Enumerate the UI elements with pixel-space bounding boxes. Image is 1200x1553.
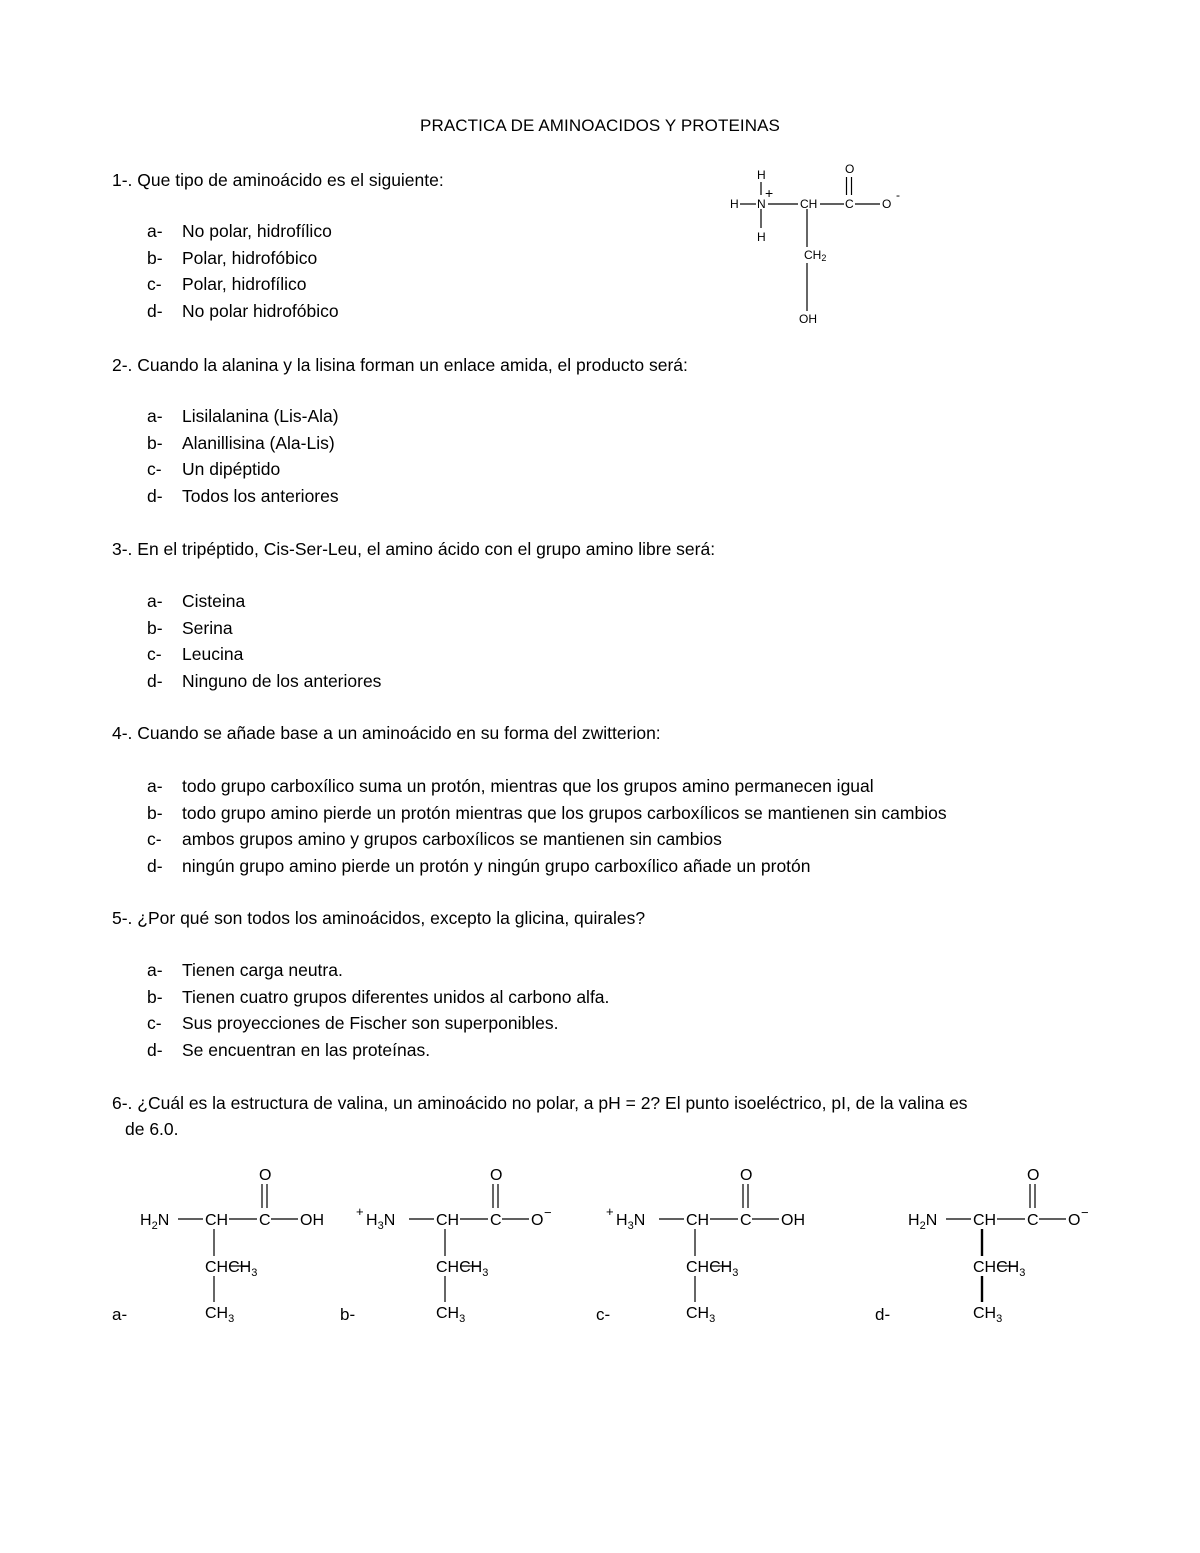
atom-side-chain: $CHCH_3$	[973, 1259, 1026, 1279]
question-4-text: 4-. Cuando se añade base a un aminoácido en su forma del zwitterion:	[112, 723, 661, 743]
question-6-line-1: 6-. ¿Cuál es la estructura de valina, un aminoácido no polar, a pH = 2? El punto isoeléctrico, pI, de la valina es	[112, 1093, 968, 1113]
option-letter: b-	[147, 802, 163, 823]
option-item	[147, 1010, 1107, 1037]
option-letter: a-	[147, 776, 163, 796]
atom-bottom-ch3: $CH_3$	[686, 1305, 716, 1325]
valine-bonds	[409, 1184, 529, 1302]
charge-minus: -	[896, 188, 900, 202]
option-text: ningún grupo amino pierde un protón y ningún grupo carboxílico añade un protón	[182, 855, 811, 876]
atom-acid-end: O	[1068, 1212, 1081, 1229]
atom-c: C	[490, 1212, 502, 1229]
question-6-line-2: de 6.0.	[125, 1119, 179, 1139]
atom-o-top: O	[845, 162, 855, 176]
question-1-options	[147, 218, 1107, 324]
option-item	[147, 456, 1107, 483]
atom-amine: $H_2N$	[908, 1212, 938, 1232]
atom-c: C	[259, 1212, 271, 1229]
option-text: Leucina	[182, 644, 244, 664]
option-item	[147, 245, 1107, 272]
atom-ch: CH	[436, 1212, 460, 1229]
atom-bottom-ch3: $CH_3$	[973, 1305, 1003, 1325]
option-letter: b-	[147, 986, 163, 1007]
option-text: Cisteina	[182, 591, 246, 611]
atom-side-chain: $CHCH_3$	[436, 1259, 489, 1279]
option-text: todo grupo amino pierde un protón mientras que los grupos carboxílicos se mantienen sin cambios	[182, 802, 947, 823]
atom-c: C	[1027, 1212, 1039, 1229]
option-text: Tienen carga neutra.	[182, 960, 343, 980]
charge-minus: −	[1081, 1205, 1089, 1220]
option-letter: d-	[147, 1039, 163, 1060]
question-2-text: 2-. Cuando la alanina y la lisina forman un enlace amida, el producto será:	[112, 355, 688, 375]
atom-amine: $H_2N$	[140, 1212, 170, 1232]
atom-acid-end: OH	[781, 1212, 805, 1229]
option-text: Tienen cuatro grupos diferentes unidos al carbono alfa.	[182, 986, 610, 1007]
option-letter: c-	[147, 274, 162, 294]
option-item	[147, 430, 1107, 457]
valine-bonds	[946, 1184, 1066, 1302]
atom-ch: CH	[800, 197, 818, 211]
valine-structure-b	[350, 1160, 580, 1330]
option-item	[147, 483, 1107, 510]
option-text: Alanillisina (Ala-Lis)	[182, 432, 335, 453]
valine-option-label: b-	[340, 1305, 356, 1324]
valine-option-label: d-	[875, 1305, 891, 1324]
atom-o-top: O	[1027, 1167, 1040, 1184]
question-2-options	[147, 403, 1107, 509]
atom-bottom-ch3: $CH_3$	[436, 1305, 466, 1325]
question-3-options	[147, 588, 1107, 694]
option-text: Sus proyecciones de Fischer son superponibles.	[182, 1013, 559, 1033]
question-5-text: 5-. ¿Por qué son todos los aminoácidos, excepto la glicina, quirales?	[112, 908, 646, 928]
option-text: Lisilalanina (Lis-Ala)	[182, 406, 339, 426]
option-item	[147, 641, 1107, 668]
option-item	[147, 271, 1107, 298]
option-text: Se encuentran en las proteínas.	[182, 1039, 431, 1060]
atom-ch: CH	[973, 1212, 997, 1229]
option-item	[147, 984, 1107, 1011]
option-letter: a-	[147, 591, 163, 611]
option-item	[147, 957, 1107, 984]
option-text: todo grupo carboxílico suma un protón, mientras que los grupos amino permanecen igual	[182, 776, 874, 796]
valine-bonds	[659, 1184, 779, 1302]
charge-plus: +	[765, 185, 774, 201]
atom-ch2: CH2	[804, 248, 827, 263]
atom-amine: $H_3N$	[616, 1212, 646, 1232]
option-item	[147, 668, 1107, 695]
option-text: Polar, hidrofóbico	[182, 247, 318, 268]
question-5-options	[147, 957, 1107, 1063]
option-item	[147, 588, 1107, 615]
charge-plus: +	[606, 1204, 614, 1219]
option-item	[147, 800, 1107, 827]
atom-oh: OH	[799, 312, 817, 326]
option-letter: c-	[147, 644, 162, 664]
option-item	[147, 773, 1107, 800]
option-item	[147, 615, 1107, 642]
option-letter: b-	[147, 617, 163, 638]
option-text: Serina	[182, 617, 233, 638]
valine-structure-c	[600, 1160, 830, 1330]
atom-c: C	[845, 197, 854, 211]
option-item	[147, 826, 1107, 853]
atom-amine: $H_3N$	[366, 1212, 396, 1232]
valine-bonds	[178, 1184, 298, 1302]
atom-c: C	[740, 1212, 752, 1229]
option-letter: a-	[147, 960, 163, 980]
atom-o-top: O	[740, 1167, 753, 1184]
option-text: ambos grupos amino y grupos carboxílicos se mantienen sin cambios	[182, 829, 722, 849]
valine-option-label: c-	[596, 1305, 611, 1324]
document-title: PRACTICA DE AMINOACIDOS Y PROTEINAS	[420, 116, 780, 135]
option-letter: d-	[147, 485, 163, 506]
option-letter: d-	[147, 300, 163, 321]
option-text: Ninguno de los anteriores	[182, 670, 382, 691]
question-3-text: 3-. En el tripéptido, Cis-Ser-Leu, el amino ácido con el grupo amino libre será:	[112, 539, 716, 559]
atom-h-bottom: H	[757, 230, 766, 244]
atom-o-top: O	[259, 1167, 272, 1184]
option-text: Polar, hidrofílico	[182, 274, 307, 294]
atom-acid-end: OH	[300, 1212, 324, 1229]
valine-structure-d	[880, 1160, 1110, 1330]
atom-ch: CH	[205, 1212, 229, 1229]
option-letter: a-	[147, 406, 163, 426]
atom-o-top: O	[490, 1167, 503, 1184]
question-6-text	[112, 1090, 1102, 1142]
option-letter: a-	[147, 221, 163, 241]
atom-bottom-ch3: $CH_3$	[205, 1305, 235, 1325]
option-letter: d-	[147, 670, 163, 691]
atom-n: N	[757, 197, 766, 211]
charge-minus: −	[544, 1205, 552, 1220]
atom-side-chain: $CHCH_3$	[205, 1259, 258, 1279]
atom-side-chain: $CHCH_3$	[686, 1259, 739, 1279]
atom-h-top: H	[757, 168, 766, 182]
question-4-options	[147, 773, 1107, 879]
option-letter: c-	[147, 1013, 162, 1033]
serine-structure	[720, 155, 920, 335]
atom-ch: CH	[686, 1212, 710, 1229]
atom-h-left: H	[730, 197, 739, 211]
question-1-text: 1-. Que tipo de aminoácido es el siguiente:	[112, 170, 444, 190]
option-text: No polar hidrofóbico	[182, 300, 339, 321]
option-item	[147, 1037, 1107, 1064]
option-text: Un dipéptido	[182, 459, 281, 479]
option-letter: b-	[147, 247, 163, 268]
atom-acid-end: O	[531, 1212, 544, 1229]
option-letter: d-	[147, 855, 163, 876]
valine-option-label: a-	[112, 1305, 128, 1324]
option-letter: c-	[147, 829, 162, 849]
option-letter: b-	[147, 432, 163, 453]
option-text: Todos los anteriores	[182, 485, 339, 506]
option-item	[147, 403, 1107, 430]
option-item	[147, 298, 1107, 325]
option-item	[147, 853, 1107, 880]
option-letter: c-	[147, 459, 162, 479]
option-item	[147, 218, 1107, 245]
atom-o-right: O	[882, 197, 892, 211]
valine-structure-a	[112, 1160, 342, 1330]
charge-plus: +	[356, 1204, 364, 1219]
option-text: No polar, hidrofílico	[182, 221, 332, 241]
